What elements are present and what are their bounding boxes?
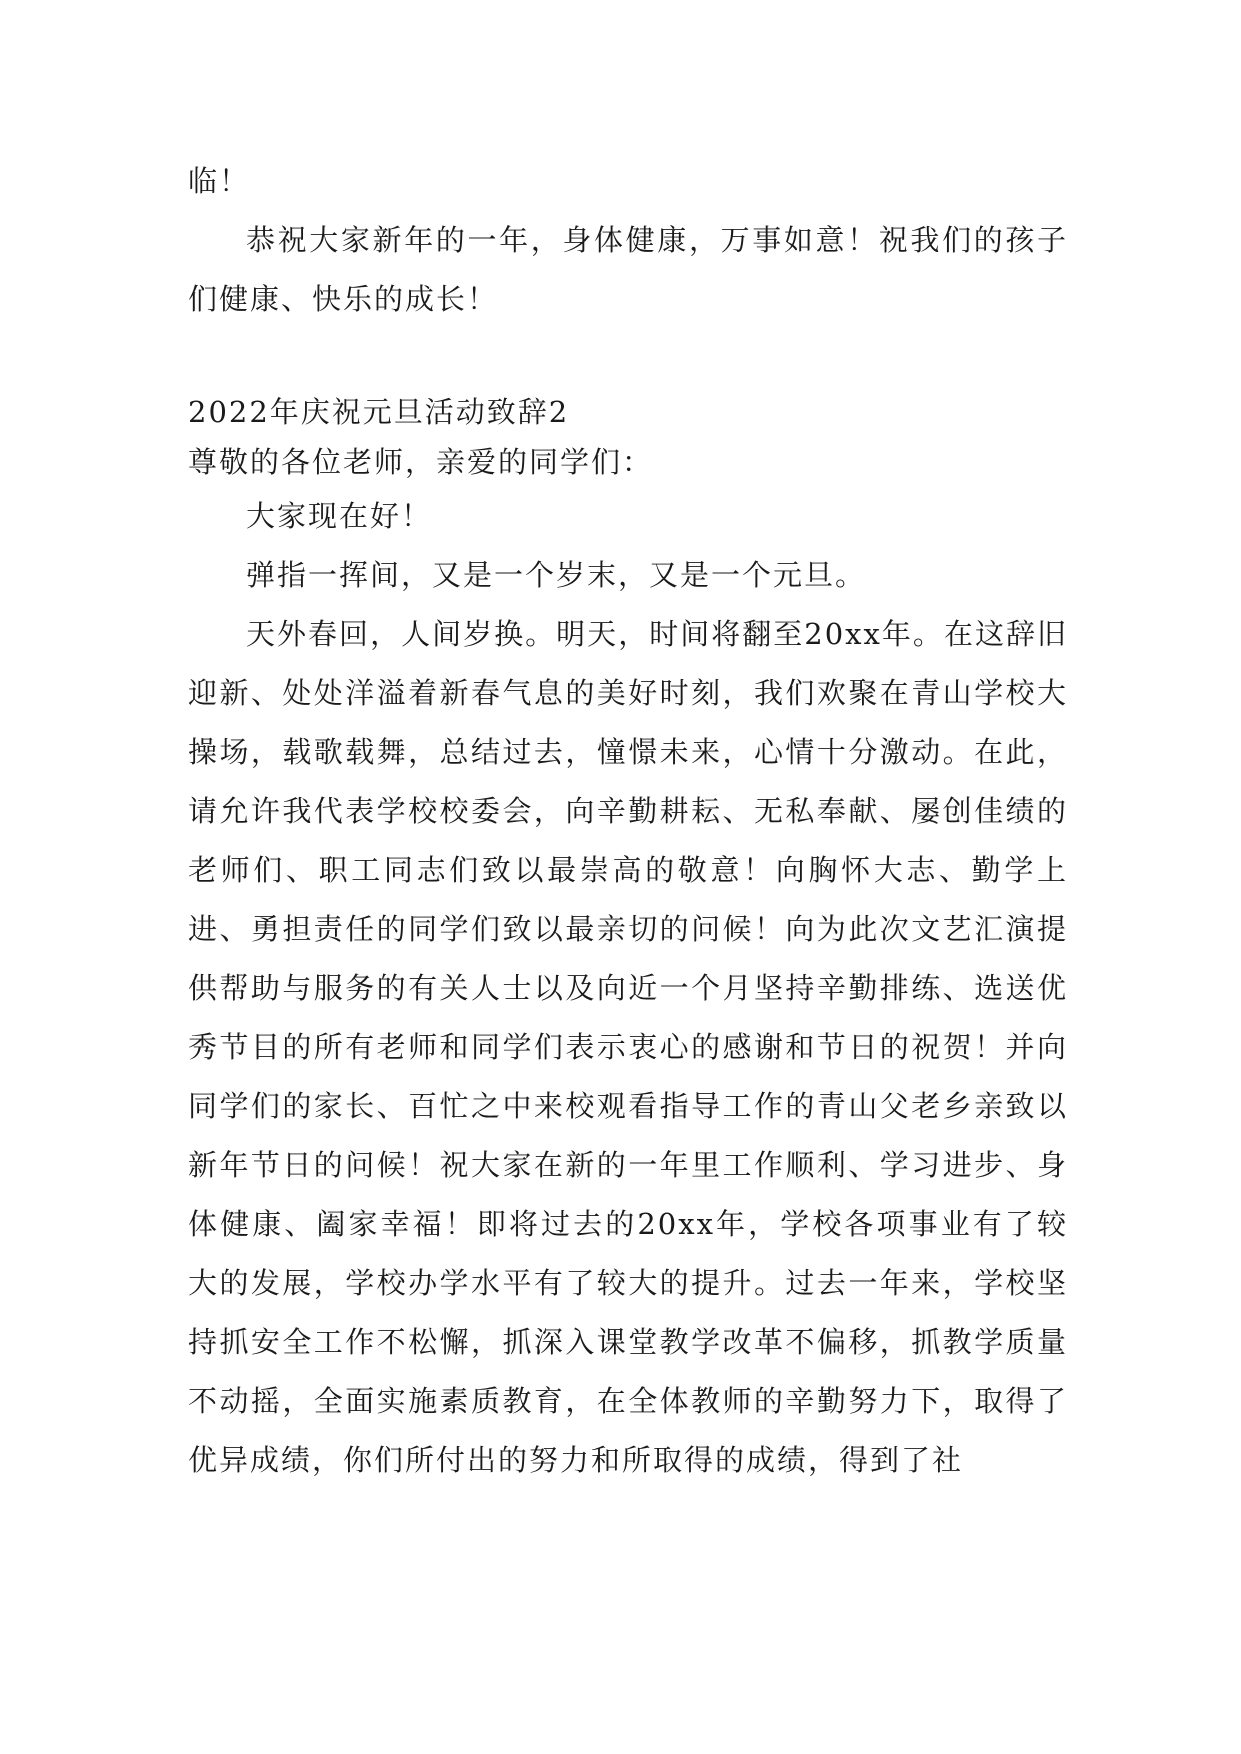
document-body (188, 152, 1068, 1490)
paragraph-continuation: 临！ (188, 164, 251, 198)
paragraph-year-end: 弹指一挥间，又是一个岁末，又是一个元旦。 (246, 558, 867, 592)
salutation: 尊敬的各位老师，亲爱的同学们： (188, 445, 654, 479)
paragraph-greeting: 大家现在好！ (246, 499, 433, 533)
section-gap (188, 329, 1068, 387)
paragraph-main-speech: 天外春回，人间岁换。明天，时间将翻至20xx年。在这辞旧迎新、处处洋溢着新春气息的美好时刻，我们欢聚在青山学校大操场，载歌载舞，总结过去，憧憬未来，心情十分激动。在此，请允许我代表学校校委会，向辛勤耕耘、无私奉献、屡创佳绩的老师们、职工同志们致以最崇高的敬意！向胸怀大志、勤学上进、勇担责任的同学们致以最亲切的问候！向为此次文艺汇演提供帮助与服务的有关人士以及向近一个月坚持辛勤排练、选送优秀节目的所有老师和同学们表示衷心的感谢和节日的祝贺！并向同学们的家长、百忙之中来校观看指导工作的青山父老乡亲致以新年节日的问候！祝大家在新的一年里工作顺利、学习进步、身体健康、阖家幸福！即将过去的20xx年，学校各项事业有了较大的发展，学校办学水平有了较大的提升。过去一年来，学校坚持抓安全工作不松懈，抓深入课堂教学改革不偏移，抓教学质量不动摇，全面实施素质教育，在全体教师的辛勤努力下，取得了优异成绩，你们所付出的努力和所取得的成绩，得到了社 (188, 617, 1068, 1477)
section-heading: 2022年庆祝元旦活动致辞2 (188, 395, 570, 429)
paragraph-blessing: 恭祝大家新年的一年，身体健康，万事如意！祝我们的孩子们健康、快乐的成长！ (188, 223, 1068, 316)
